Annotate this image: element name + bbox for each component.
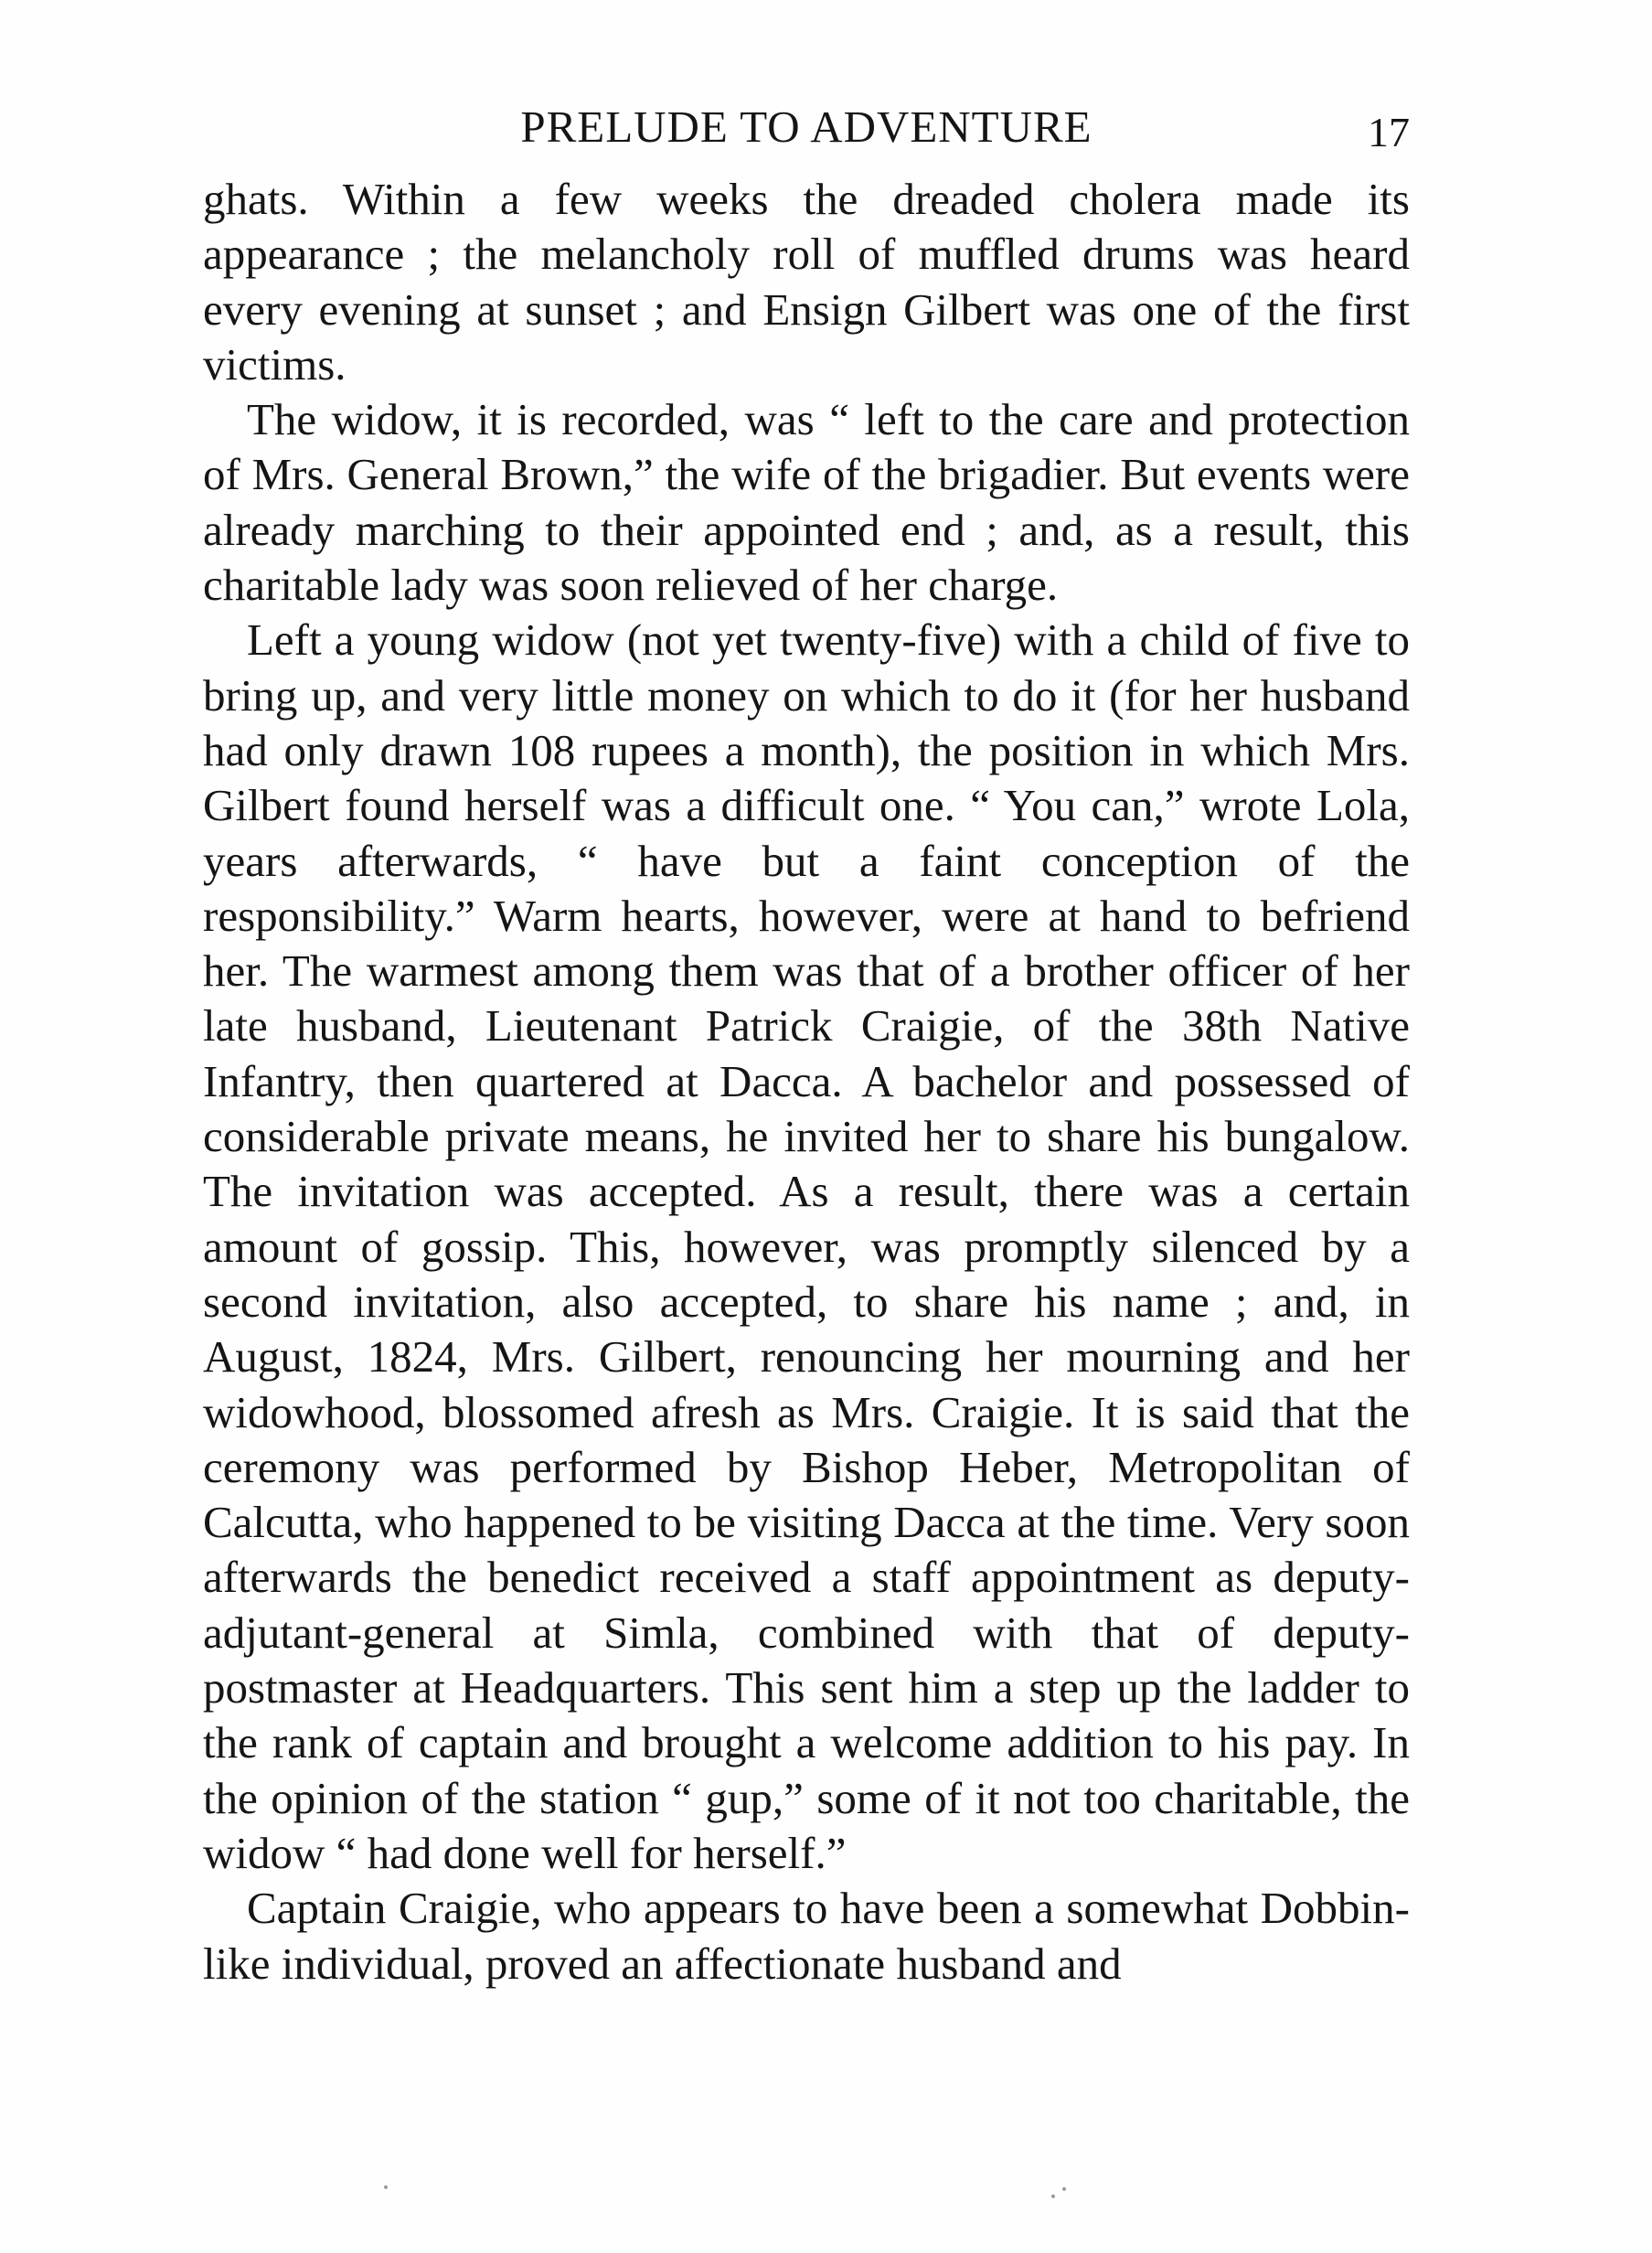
scan-speck	[384, 2185, 388, 2189]
paragraph-continued: ghats. Within a few weeks the dreaded cholera made its appearance ; the melancholy roll of muffled drums was heard every evening at sunset ; and Ensign Gilbert was one of the first victims.	[203, 174, 1410, 390]
paragraph: The widow, it is recorded, was “ left to the care and protection of Mrs. General Brown,” the wife of the brigadier. But events were already marching to their appointed end ; and, as a result, this charitable lady was soon relieved of her charge.	[203, 394, 1410, 611]
page-header	[203, 95, 1410, 159]
scan-speck	[1051, 2194, 1055, 2198]
running-title: PRELUDE TO ADVENTURE	[520, 101, 1092, 152]
body-text	[203, 172, 1410, 1991]
paragraph-last: Captain Craigie, who appears to have been a somewhat Dobbin-like individual, proved an affectionate husband and	[203, 1883, 1410, 1989]
page-number: 17	[1368, 109, 1410, 155]
scan-speck	[1062, 2187, 1066, 2191]
paragraph: Left a young widow (not yet twenty-five) with a child of five to bring up, and very little money on which to do it (for her husband had only drawn 108 rupees a month), the position in which Mrs. Gilbert found herself was a difficult one. “ You can,” wrote Lola, years afterwards, “ have but a faint conception of the responsibility.” Warm hearts, however, were at hand to befriend her. The warmest among them was that of a brother officer of her late husband, Lieutenant Patrick Craigie, of the 38th Native Infantry, then quartered at Dacca. A bachelor and possessed of considerable private means, he invited her to share his bungalow. The invitation was accepted. As a result, there was a certain amount of gossip. This, however, was promptly silenced by a second invitation, also accepted, to share his name ; and, in August, 1824, Mrs. Gilbert, renouncing her mourning and her widowhood, blossomed afresh as Mrs. Craigie. It is said that the ceremony was performed by Bishop Heber, Metropolitan of Calcutta, who happened to be visiting Dacca at the time. Very soon afterwards the benedict received a staff appointment as deputy-adjutant-general at Simla, combined with that of deputy-postmaster at Headquarters. This sent him a step up the ladder to the rank of captain and brought a welcome addition to his pay. In the opinion of the station “ gup,” some of it not too charitable, the widow “ had done well for herself.”	[203, 614, 1410, 1878]
